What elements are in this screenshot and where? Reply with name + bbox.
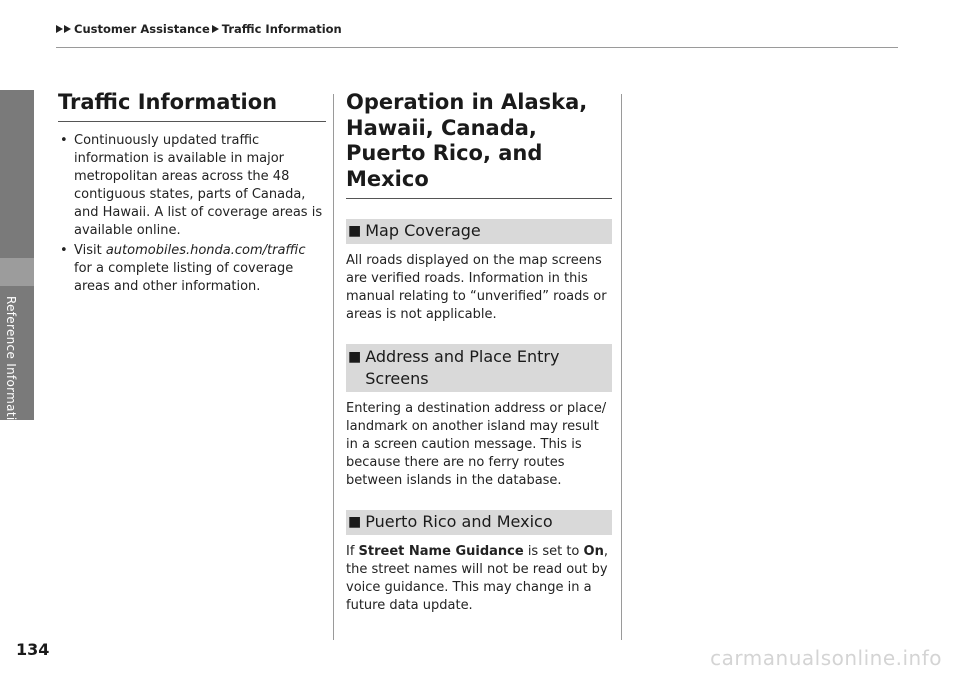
side-tab-marker [0,258,34,286]
side-tab-label: Reference Information [4,296,18,437]
paragraph-address-entry: Entering a destination address or place/ landmark on another island may result in a screen caution message. This is because there are no ferry routes between islands in the database. [346,401,607,488]
subheading-label: Puerto Rico and Mexico [365,512,553,531]
subheading-address-entry [346,344,612,392]
paragraph-map-coverage: All roads displayed on the map screens are verified roads. Information in this manual relating to “unverified” roads or areas is not applicable. [346,253,607,322]
section-title-operation: Operation in Alaska, Hawaii, Canada, Puerto Rico, and Mexico [346,90,612,199]
bullet-text-prefix: Visit [74,243,106,258]
column-divider [621,94,622,640]
traffic-information-section [58,90,326,298]
triangle-right-icon [56,25,63,33]
list-item [58,132,326,240]
setting-street-name-guidance: Street Name Guidance [358,544,524,559]
breadcrumb-item-traffic-information[interactable]: Traffic Information [221,22,342,36]
triangle-right-icon [64,25,71,33]
bullet-list [58,132,326,296]
subheading-puerto-rico-mexico [346,510,612,535]
column-divider [333,94,334,640]
header-rule [56,47,898,48]
traffic-url-link[interactable]: automobiles.honda.com/traffic [105,243,306,258]
section-title-traffic-information: Traffic Information [58,90,326,122]
breadcrumb [56,22,342,36]
square-icon: ■ [348,223,362,239]
setting-value-on: On [583,544,604,559]
square-icon: ■ [348,514,362,530]
bullet-text: Continuously updated traffic information is available in major metropolitan areas across the 48 contiguous states, parts of Canada, and Hawaii. A list of coverage areas is available online. [74,133,323,238]
text-fragment: , the street names will not be read out by voice guidance. This may change in a future data update. [346,544,608,613]
text-fragment: is set to [523,544,584,559]
square-icon: ■ [348,349,362,365]
paragraph-puerto-rico-mexico [346,543,612,615]
subheading-label: Map Coverage [365,221,481,240]
watermark: carmanualsonline.info [710,646,942,670]
triangle-right-icon [212,25,219,33]
bullet-text-suffix: for a complete listing of coverage areas and other information. [74,261,294,294]
operation-section [346,90,612,615]
list-item [58,242,326,296]
breadcrumb-item-customer-assistance[interactable]: Customer Assistance [74,22,210,36]
page-number: 134 [16,640,50,659]
text-fragment: If [346,544,359,559]
subheading-map-coverage [346,219,612,244]
subheading-label: Address and Place Entry Screens [365,347,560,388]
